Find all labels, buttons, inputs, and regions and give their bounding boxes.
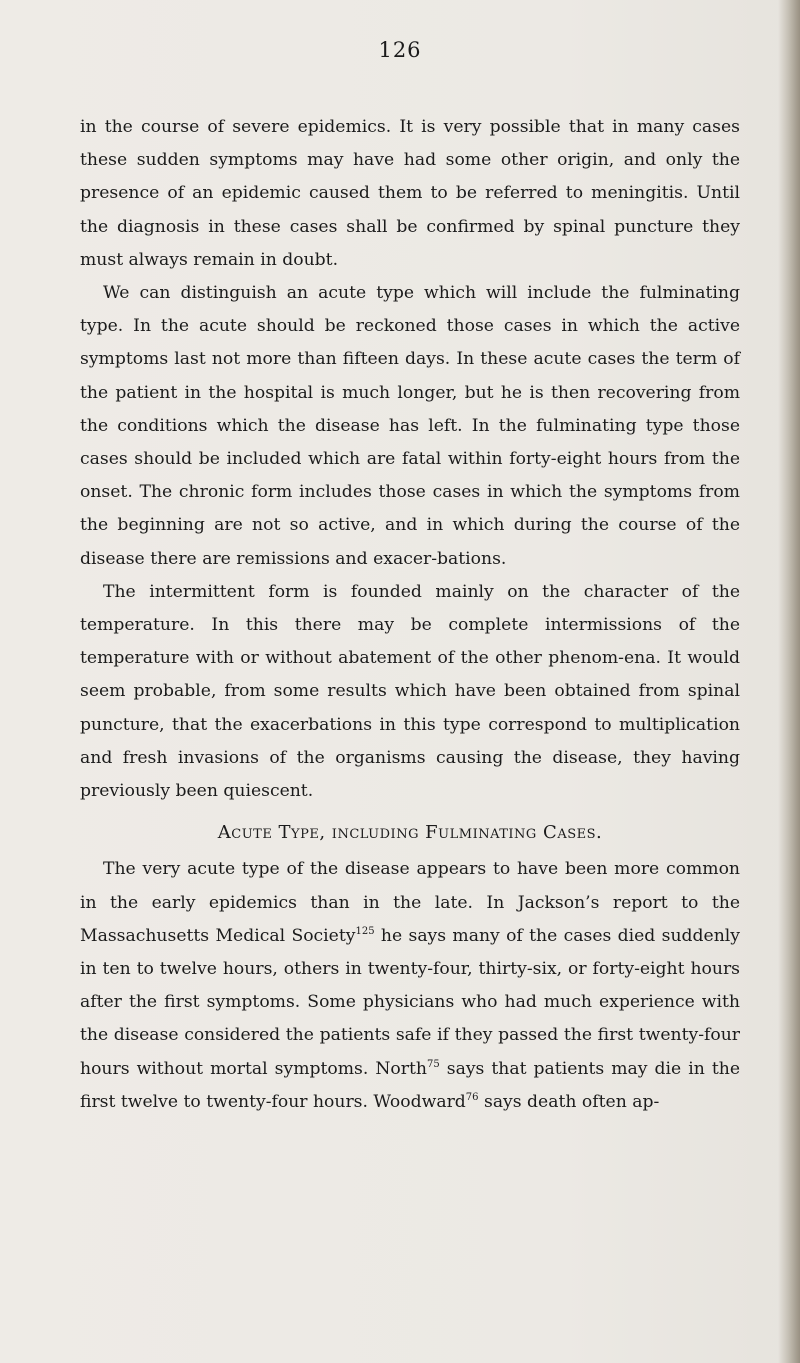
page-number: 126 (378, 38, 422, 62)
section-heading-text: Acute Type, including Fulminating Cases. (217, 822, 603, 844)
paragraph-3: The intermittent form is founded mainly on the character of the temperature. In this there may be complete intermissions of the temperature with or without abatement of the other phenom-ena. It would seem probable, from some results which have been obtained from spinal puncture, that the exacerbations in this type correspond to multiplication and fresh invasions of the organisms causing the disease, they having previously been quiescent. (80, 581, 740, 802)
paragraph-2: We can distinguish an acute type which will include the fulminating type. In the acute should be reckoned those cases in which the active symptoms last not more than fifteen days. In these acute cases the term of the patient in the hospital is much longer, but he is then recovering from the conditions which the disease has left. In the fulminating type those cases should be included which are fatal within forty-eight hours from the onset. The chronic form includes those cases in which the symptoms from the beginning are not so active, and in which during the course of the disease there are remissions and exacer-bations. (80, 283, 740, 569)
reference-125: 125 (355, 925, 375, 937)
paragraph-4-part-1: The very acute type of the disease appears to have been more common in the early epidemics than in the late. In Jackson’s report to the Massachusetts Medical Society (80, 859, 740, 946)
reference-75: 75 (426, 1058, 440, 1070)
reference-76: 76 (465, 1091, 479, 1103)
paragraph-4-part-2: he says many of the cases died suddenly in ten to twelve hours, others in twenty-four, thirty-six, or forty-eight hours after the first symptoms. Some physicians who had much experience with the disease considered the patients safe if they passed the first twenty-four hours without mortal symptoms. North (80, 925, 740, 1079)
page-edge-shadow (778, 0, 800, 1363)
paragraph-4 (80, 853, 740, 1119)
paragraph-4-part-3: says that patients may die in the first twelve to twenty-four hours. Woodward (80, 1058, 740, 1112)
section-heading (80, 816, 740, 849)
paragraph-4-part-4: says death often ap- (478, 1091, 660, 1112)
paragraph-1: in the course of severe epidemics. It is very possible that in many cases these sudden symptoms may have had some other origin, and only the presence of an epidemic caused them to be referred to meningitis. Until the diagnosis in these cases shall be confirmed by spinal puncture they must always remain in doubt. (80, 117, 740, 270)
body-text (80, 111, 740, 1119)
